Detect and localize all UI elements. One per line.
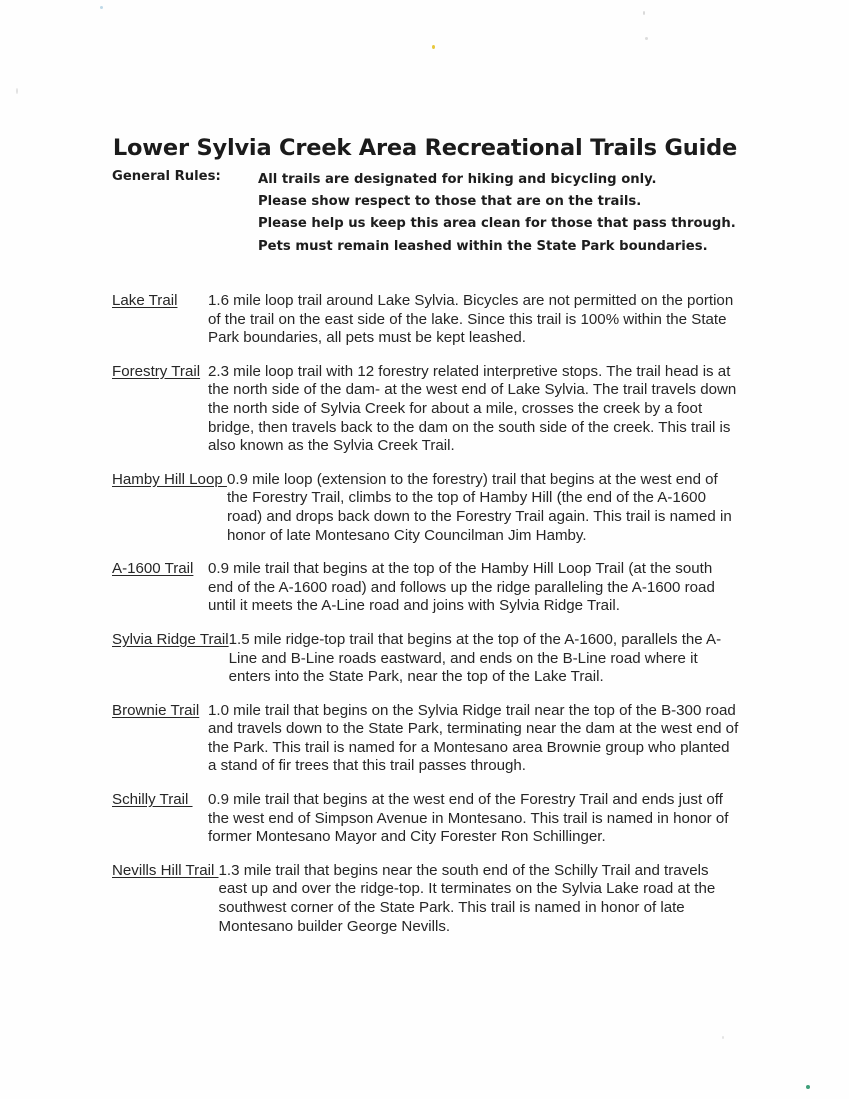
trail-description: 0.9 mile trail that begins at the west end of the Forestry Trail and ends just off the west end of Simpson Avenue in Montesano. This trail is named in honor of former Montesano Mayor and City Forester Ron Schillinger. <box>208 791 729 846</box>
trail-description: 1.5 mile ridge-top trail that begins at the top of the A-1600, parallels the A-Line and B-Line roads eastward, and ends on the B-Line road where it enters into the State Park, near the top of the Lake Trail. <box>228 630 722 686</box>
trail-entry <box>112 471 740 545</box>
general-rules-label: General Rules: <box>112 169 221 184</box>
trail-entry <box>112 862 740 936</box>
general-rule-item: Pets must remain leashed within the State Park boundaries. <box>258 238 708 254</box>
trail-entry <box>112 631 740 687</box>
trail-entry <box>112 292 740 348</box>
trail-description: 1.0 mile trail that begins on the Sylvia Ridge trail near the top of the B-300 road and travels down to the State Park, terminating near the dam at the west end of the Park. This trail is named for a Montesano area Brownie group who planted a stand of fir trees that this trail passes through. <box>208 701 739 775</box>
trail-name-sylvia-ridge-trail: Sylvia Ridge Trail <box>112 630 229 648</box>
trail-entry <box>112 363 740 456</box>
page-title: Lower Sylvia Creek Area Recreational Trails Guide <box>112 135 738 162</box>
general-rule-item: Please show respect to those that are on the trails. <box>258 194 642 210</box>
trail-name-schilly-trail: Schilly Trail <box>112 791 193 809</box>
general-rules-list <box>258 169 742 258</box>
trail-entry <box>112 560 740 616</box>
trail-name-nevills-hill-trail: Nevills Hill Trail <box>112 861 219 879</box>
general-rule-item: All trails are designated for hiking and bicycling only. <box>258 172 657 187</box>
trail-description: 1.3 mile trail that begins near the south end of the Schilly Trail and travels east up and over the ridge-top. It terminates on the Sylvia Lake road at the southwest corner of the State Park. This trail is named in honor of late Montesano builder George Nevills. <box>218 861 716 935</box>
trail-description: 2.3 mile loop trail with 12 forestry related interpretive stops. The trail head is at the north side of the dam- at the west end of Lake Sylvia. The trail travels down the north side of Sylvia Creek for about a mile, crosses the creek by a foot bridge, then travels back to the dam on the south side of the creek. This trail is also known as the Sylvia Creek Trail. <box>208 362 737 455</box>
trail-entry <box>112 791 740 847</box>
trail-descriptions-list <box>112 292 740 936</box>
trail-name-a-1600-trail: A-1600 Trail <box>112 560 194 578</box>
trail-description: 0.9 mile loop (extension to the forestry) trail that begins at the west end of the Forestry Trail, climbs to the top of Hamby Hill (the end of the A-1600 road) and drops back down to the Forestry Trail again. This trail is named in honor of late Montesano City Councilman Jim Hamby. <box>226 470 732 544</box>
trail-description: 0.9 mile trail that begins at the top of the Hamby Hill Loop Trail (at the south end of the A-1600 road) and follows up the ridge paralleling the A-1600 road until it meets the A-Line road and joins with Sylvia Ridge Trail. <box>208 560 715 615</box>
general-rule-item: Please help us keep this area clean for those that pass through. <box>258 216 736 232</box>
trail-name-hamby-hill-loop: Hamby Hill Loop <box>112 470 227 488</box>
trail-entry <box>112 702 740 776</box>
trail-name-forestry-trail: Forestry Trail <box>112 362 201 380</box>
trail-name-brownie-trail: Brownie Trail <box>112 701 200 719</box>
trail-name-lake-trail: Lake Trail <box>112 292 178 309</box>
trail-description: 1.6 mile loop trail around Lake Sylvia. Bicycles are not permitted on the portion of the trail on the east side of the lake. Since this trail is 100% within the State Park boundaries, all pets must be kept leashed. <box>208 292 734 347</box>
